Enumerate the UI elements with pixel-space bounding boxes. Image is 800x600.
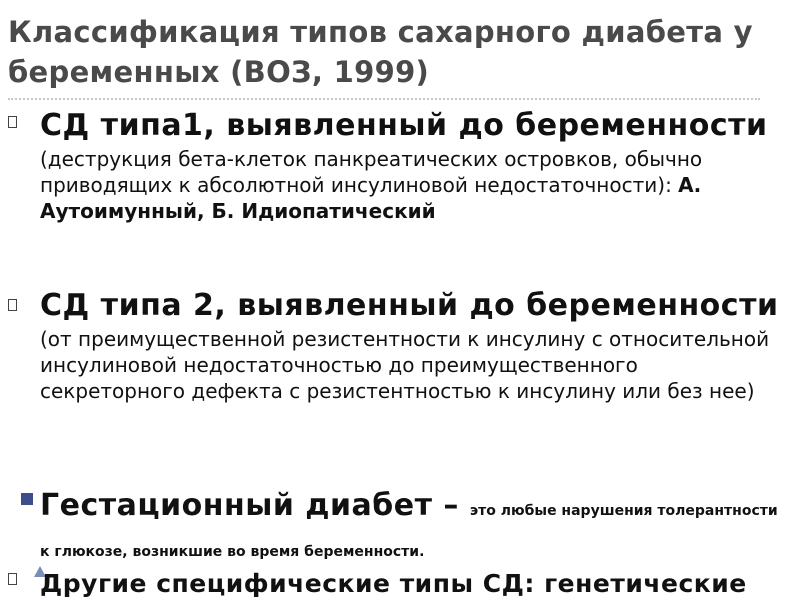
list-item-tail: А. Аутоимунный, Б. Идиопатический [40, 173, 702, 223]
slide-title: Классификация типов сахарного диабета у беременных (ВОЗ, 1999) [8, 15, 753, 89]
list-item-gestational [40, 486, 782, 572]
bullet-square-icon [21, 493, 33, 505]
list-item-detail: это любые нарушения толерантности к глюкозе, возникшие во время беременности. [40, 503, 778, 560]
list-item-detail: (деструкция бета-клеток панкреатических островков, обычно приводящих к абсолютной инсулиновой недостаточности): [40, 147, 703, 197]
list-item-head: Гестационный диабет – [40, 488, 470, 523]
list-item-type1 [40, 106, 782, 224]
list-item-head: СД типа1, выявленный до беременности [40, 108, 768, 143]
list-item-head: СД типа 2, выявленный до беременности [40, 288, 779, 323]
list-item-head: Другие специфические типы СД: генетические [40, 569, 747, 598]
bullet-box-icon [8, 113, 17, 132]
list-item-type2 [40, 286, 782, 404]
list-item-detail: (от преимущественной резистентности к инсулину с относительной инсулиновой недостаточностью до преимущественного секреторного дефекта с резистентностью к инсулину или без нее) [40, 327, 770, 403]
bullet-box-icon [8, 296, 17, 315]
list-item-other [40, 564, 782, 600]
title-divider [8, 98, 760, 100]
bullet-box-icon [8, 570, 17, 589]
